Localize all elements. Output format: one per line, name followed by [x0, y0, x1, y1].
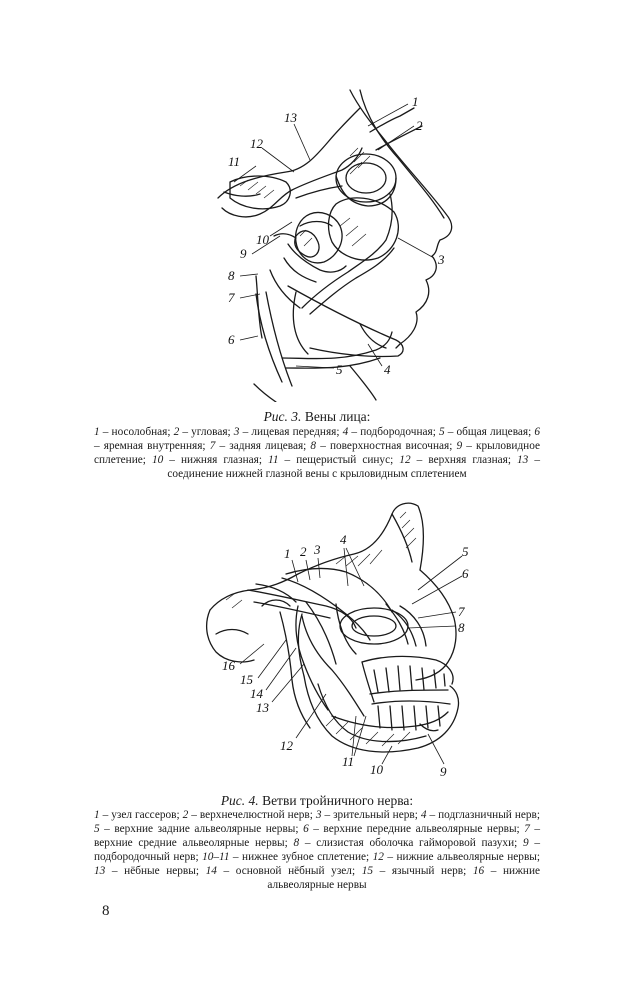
legend-text: поверхностная височная: [329, 440, 450, 452]
legend-text: верхние задние альвеолярные нервы: [114, 823, 296, 835]
legend-entry: 3 – зрительный нерв;: [315, 809, 421, 821]
legend-text: нижнее зубное сплетение: [242, 851, 367, 863]
fig4-label: 13: [256, 700, 269, 715]
legend-number: 14: [205, 865, 217, 877]
figure-3-prefix: Рис. 3.: [263, 409, 302, 424]
fig4-label: 15: [240, 672, 253, 687]
legend-entry: 13 – соединение нижней глазной вены с крыловидным сплетением: [167, 454, 541, 480]
legend-text: нижняя глазная: [181, 454, 259, 466]
fig3-label: 9: [240, 246, 247, 261]
fig4-label: 2: [300, 544, 307, 559]
fig3-label: 12: [250, 136, 263, 151]
legend-entry: 9 – крыловидное сплетение;: [94, 440, 541, 466]
figure-3-title: Вены лица:: [304, 409, 371, 424]
legend-number: 4: [342, 426, 349, 438]
legend-text: нёбные нервы: [124, 865, 196, 877]
legend-entry: 1 – носолобная;: [94, 426, 174, 438]
legend-number: 9: [523, 837, 529, 849]
legend-entry: 7 – верхние средние альвеолярные нервы;: [94, 823, 541, 849]
fig4-label: 12: [280, 738, 293, 753]
legend-number: 3: [233, 426, 240, 438]
legend-number: 2: [182, 809, 189, 821]
fig3-label: 3: [438, 252, 445, 267]
legend-number: 16: [472, 865, 485, 877]
legend-number: 5: [94, 823, 100, 835]
legend-text: носолобная: [111, 426, 168, 438]
legend-entry: 4 – подглазничный нерв;: [420, 809, 540, 821]
legend-number: 9: [456, 440, 463, 452]
fig3-label: 6: [228, 332, 235, 347]
figure-4-trigeminal-nerve: [186, 494, 476, 780]
figure-4-title: Ветви тройничного нерва:: [262, 793, 414, 808]
legend-number: 2: [173, 426, 180, 438]
fig4-label: 5: [462, 544, 469, 559]
figure-4-illustration: [186, 494, 476, 780]
fig4-label: 8: [458, 620, 465, 635]
legend-text: соединение нижней глазной вены с крыловидным сплетением: [167, 468, 467, 480]
legend-entry: 10–11 – нижнее зубное сплетение;: [202, 851, 373, 863]
legend-text: угловая: [191, 426, 228, 438]
legend-entry: 5 – верхние задние альвеолярные нервы;: [94, 823, 304, 835]
fig3-label: 11: [228, 154, 241, 169]
fig3-label: 13: [284, 110, 297, 125]
fig3-label: 1: [412, 94, 419, 109]
legend-text: верхнечелюстной нерв: [199, 809, 310, 821]
fig4-label: 6: [462, 566, 469, 581]
legend-entry: 3 – лицевая передняя;: [233, 426, 343, 438]
legend-entry: 12 – нижние альвеолярные нервы;: [372, 851, 541, 863]
fig3-label: 7: [228, 290, 235, 305]
figure-4-prefix: Рис. 4.: [220, 793, 259, 808]
legend-entry: 2 – угловая;: [173, 426, 234, 438]
fig4-label: 11: [342, 754, 355, 769]
legend-number: 12: [399, 454, 411, 466]
figure-3-callouts: [228, 94, 445, 377]
legend-text: верхняя глазная: [428, 454, 508, 466]
legend-number: 3: [315, 809, 322, 821]
legend-number: 1: [94, 426, 100, 438]
legend-entry: 8 – слизистая оболочка гайморовой пазухи;: [293, 837, 523, 849]
legend-number: 13: [94, 865, 106, 877]
legend-text: основной нёбный узел: [235, 865, 352, 877]
legend-text: нижние альвеолярные нервы: [267, 865, 541, 891]
legend-entry: 5 – общая лицевая;: [438, 426, 535, 438]
fig3-label: 8: [228, 268, 235, 283]
legend-number: 8: [310, 440, 317, 452]
figure-4-caption-title: [0, 793, 634, 809]
legend-entry: 13 – нёбные нервы;: [94, 865, 206, 877]
legend-number: 13: [517, 454, 529, 466]
fig4-label: 4: [340, 532, 347, 547]
legend-number: 10–11: [202, 851, 230, 863]
legend-number: 4: [420, 809, 427, 821]
figure-4-legend: [94, 808, 540, 892]
legend-entry: 4 – подбородочная;: [342, 426, 439, 438]
fig4-label: 10: [370, 762, 383, 777]
legend-entry: 9 – подбородочный нерв;: [94, 837, 541, 863]
legend-text: зрительный нерв: [333, 809, 415, 821]
legend-number: 1: [94, 809, 100, 821]
legend-text: верхние передние альвеолярные нервы: [323, 823, 517, 835]
fig4-label: 9: [440, 764, 447, 779]
figure-3-legend: [94, 425, 540, 481]
legend-text: общая лицевая: [456, 426, 529, 438]
legend-text: лицевая передняя: [251, 426, 337, 438]
legend-entry: 7 – задняя лицевая;: [209, 440, 311, 452]
legend-entry: 12 – верхняя глазная;: [399, 454, 518, 466]
figure-3-facial-veins: [200, 86, 470, 402]
legend-text: узел гассеров: [111, 809, 177, 821]
legend-text: верхние средние альвеолярные нервы: [94, 837, 285, 849]
fig4-label: 3: [314, 542, 321, 557]
legend-number: 5: [438, 426, 445, 438]
legend-number: 12: [372, 851, 384, 863]
legend-entry: 6 – яремная внутренняя;: [94, 426, 541, 452]
legend-number: 6: [534, 426, 541, 438]
legend-number: 7: [524, 823, 530, 835]
legend-entry: 1 – узел гассеров;: [94, 809, 183, 821]
legend-text: задняя лицевая: [229, 440, 304, 452]
fig4-label: 14: [250, 686, 263, 701]
legend-text: язычный нерв: [391, 865, 464, 877]
legend-number: 6: [303, 823, 309, 835]
legend-number: 15: [361, 865, 373, 877]
legend-text: подбородочный нерв: [94, 851, 196, 863]
fig4-label: 16: [222, 658, 235, 673]
legend-number: 11: [268, 454, 279, 466]
fig4-label: 7: [458, 604, 465, 619]
fig3-label: 10: [256, 232, 269, 247]
legend-text: пещеристый синус: [296, 454, 391, 466]
legend-entry: 8 – поверхностная височная;: [310, 440, 457, 452]
legend-entry: 2 – верхнечелюстной нерв;: [182, 809, 316, 821]
fig3-label: 2: [416, 118, 423, 133]
figure-3-caption-title: [0, 409, 634, 425]
legend-number: 10: [151, 454, 164, 466]
fig4-label: 1: [284, 546, 291, 561]
legend-text: подбородочная: [360, 426, 433, 438]
legend-text: подглазничный нерв: [438, 809, 537, 821]
legend-entry: 10 – нижняя глазная;: [151, 454, 269, 466]
fig3-label: 4: [384, 362, 391, 377]
legend-text: слизистая оболочка гайморовой пазухи: [316, 837, 515, 849]
legend-entry: 11 – пещеристый синус;: [268, 454, 400, 466]
legend-entry: 15 – язычный нерв;: [361, 865, 473, 877]
legend-number: 7: [209, 440, 216, 452]
legend-number: 8: [293, 837, 300, 849]
page-number: 8: [102, 903, 110, 919]
figure-3-illustration: [200, 86, 470, 402]
legend-entry: 6 – верхние передние альвеолярные нервы;: [303, 823, 525, 835]
legend-text: нижние альвеолярные нервы: [396, 851, 537, 863]
legend-entry: 16 – нижние альвеолярные нервы: [267, 865, 541, 891]
legend-text: крыловидное сплетение: [94, 440, 541, 466]
legend-text: яремная внутренняя: [103, 440, 203, 452]
fig3-label: 5: [336, 362, 343, 377]
legend-entry: 14 – основной нёбный узел;: [205, 865, 362, 877]
